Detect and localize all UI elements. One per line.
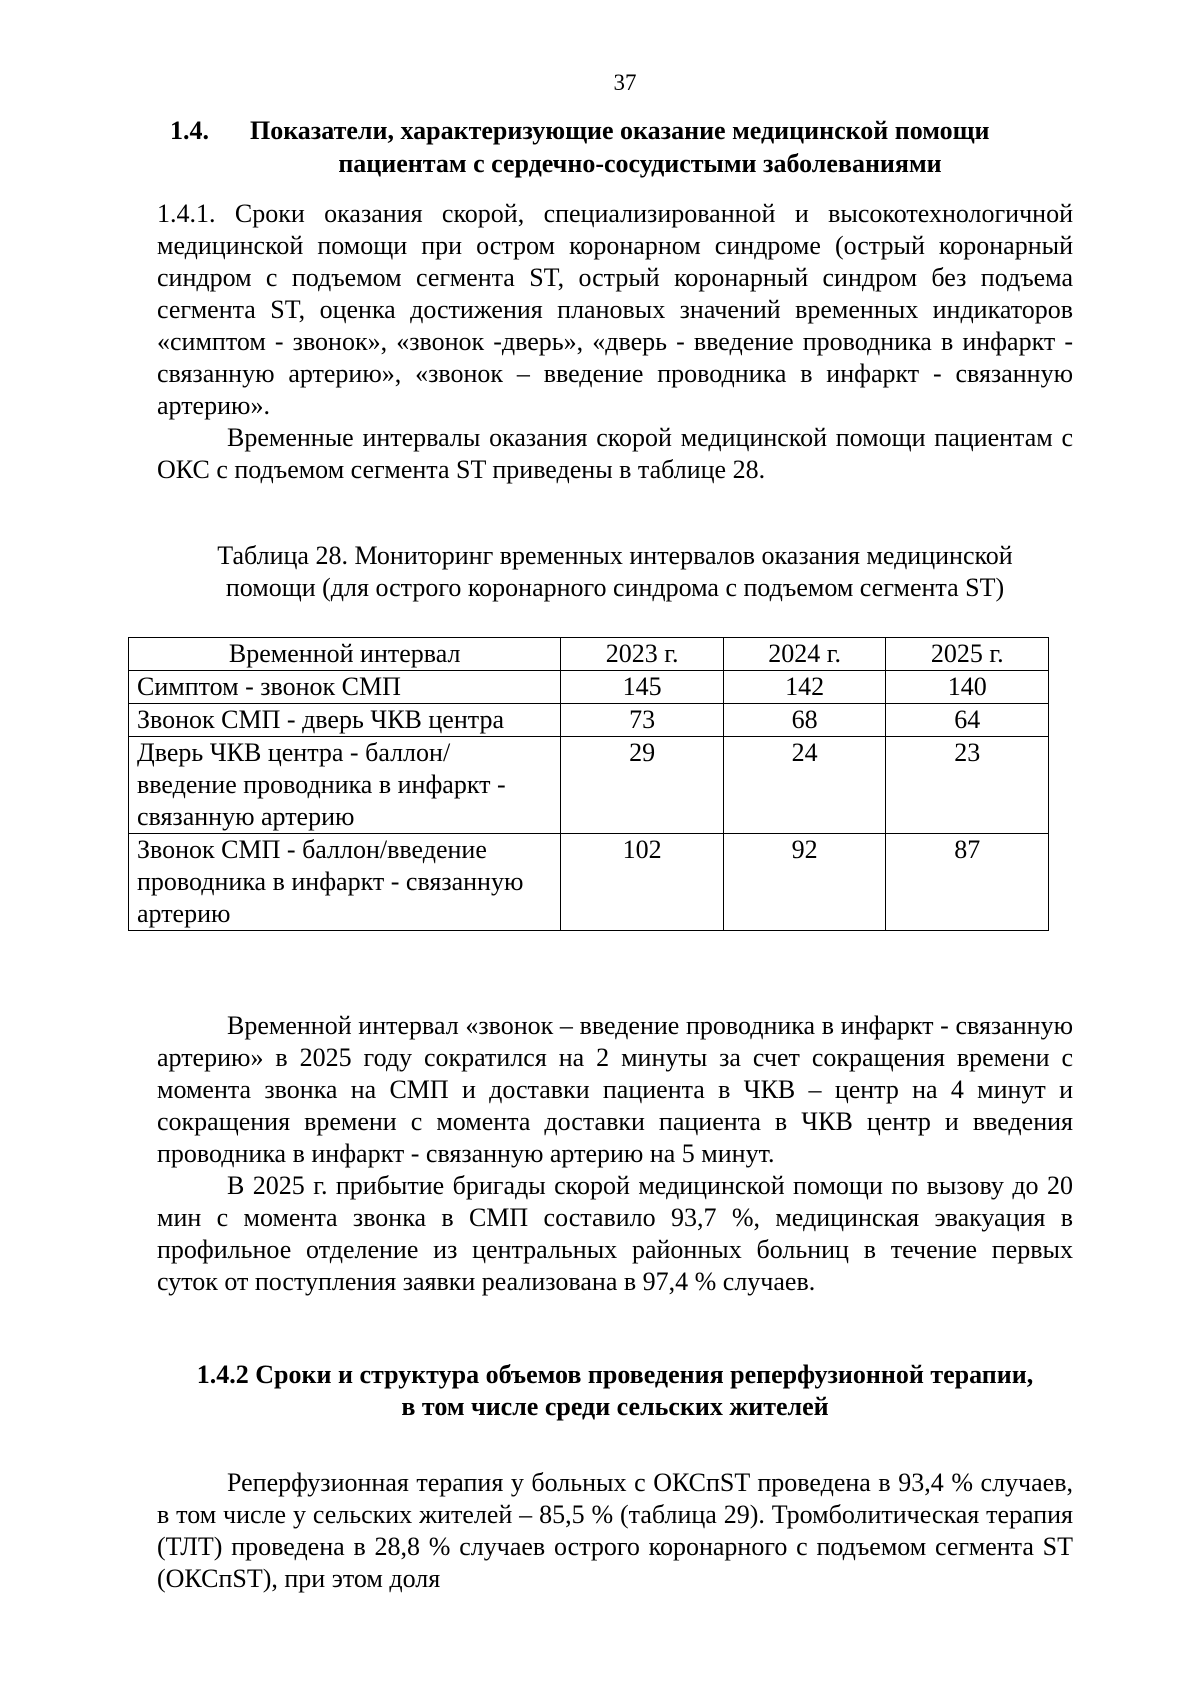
table-row-label: Дверь ЧКВ центра - баллон/ введение проводника в инфаркт - связанную артерию xyxy=(129,737,561,834)
page-number: 37 xyxy=(613,70,637,95)
subsection-1-4-2-heading xyxy=(150,1359,1080,1423)
subsection-1-4-2-paragraph: Реперфузионная терапия у больных с ОКСпST проведена в 93,4 % случаев, в том числе у сельских жителей – 85,5 % (таблица 29). Тромболитическая терапия (ТЛТ) проведена в 28,8 % случаев острого коронарного с подъемом сегмента ST (ОКСпST), при этом доля xyxy=(157,1468,1073,1593)
section-title-line2: пациентам с сердечно-сосудистыми заболеваниями xyxy=(338,149,942,178)
subsection-1-4-2-title-line2: в том числе среди сельских жителей xyxy=(401,1392,829,1421)
table-row-label: Звонок СМП - баллон/введение проводника в инфаркт - связанную артерию xyxy=(129,834,561,931)
table-cell: 92 xyxy=(723,834,886,931)
time-intervals-table xyxy=(128,637,1049,931)
table-header-cell: 2024 г. xyxy=(723,638,886,671)
table-header-cell: Временной интервал xyxy=(129,638,561,671)
table-row xyxy=(129,834,1049,931)
subsection-1-4-1-block xyxy=(157,198,1073,486)
table-header-cell: 2025 г. xyxy=(886,638,1049,671)
table-cell: 29 xyxy=(561,737,724,834)
table-cell: 140 xyxy=(886,671,1049,704)
table-cell: 87 xyxy=(886,834,1049,931)
subsection-1-4-2-title-line1: 1.4.2 Сроки и структура объемов проведения реперфузионной терапии, xyxy=(196,1360,1034,1389)
table-row xyxy=(129,671,1049,704)
table-cell: 102 xyxy=(561,834,724,931)
table-row-label: Звонок СМП - дверь ЧКВ центра xyxy=(129,704,561,737)
table-row xyxy=(129,737,1049,834)
table-caption-line1: Таблица 28. Мониторинг временных интервалов оказания медицинской xyxy=(217,541,1013,570)
section-title-line1: Показатели, характеризующие оказание медицинской помощи xyxy=(250,116,990,145)
table-cell: 142 xyxy=(723,671,886,704)
table-row-label: Симптом - звонок СМП xyxy=(129,671,561,704)
table-caption-line2: помощи (для острого коронарного синдрома с подъемом сегмента ST) xyxy=(225,573,1005,602)
after-table-block xyxy=(157,1010,1073,1298)
table-caption xyxy=(150,540,1080,604)
section-heading-line1 xyxy=(170,114,1070,147)
subsection-1-4-2-block xyxy=(157,1467,1073,1595)
table-cell: 24 xyxy=(723,737,886,834)
table-header-cell: 2023 г. xyxy=(561,638,724,671)
table-cell: 145 xyxy=(561,671,724,704)
section-heading xyxy=(170,114,1070,180)
table-cell: 64 xyxy=(886,704,1049,737)
table-header-row xyxy=(129,638,1049,671)
subsection-1-4-1-heading: 1.4.1. Сроки оказания скорой, специализированной и высокотехнологичной медицинской помощи при остром коронарном синдроме (острый коронарный синдром с подъемом сегмента ST, острый коронарный синдром без подъема сегмента ST, оценка достижения плановых значений временных индикаторов «симптом - звонок», «звонок -дверь», «дверь - введение проводника в инфаркт - связанную артерию», «звонок – введение проводника в инфаркт - связанную артерию». xyxy=(157,199,1073,420)
table-cell: 68 xyxy=(723,704,886,737)
subsection-1-4-1-paragraph: Временные интервалы оказания скорой медицинской помощи пациентам с ОКС с подъемом сегмента ST приведены в таблице 28. xyxy=(157,423,1073,484)
table-cell: 23 xyxy=(886,737,1049,834)
after-table-paragraph-2: В 2025 г. прибытие бригады скорой медицинской помощи по вызову до 20 мин с момента звонка в СМП составило 93,7 %, медицинская эвакуация в профильное отделение из центральных районных больниц в течение первых суток от поступления заявки реализована в 97,4 % случаев. xyxy=(157,1171,1073,1296)
table-cell: 73 xyxy=(561,704,724,737)
section-number: 1.4. xyxy=(170,116,209,145)
table-row xyxy=(129,704,1049,737)
after-table-paragraph-1: Временной интервал «звонок – введение проводника в инфаркт - связанную артерию» в 2025 году сократился на 2 минуты за счет сокращения времени с момента звонка на СМП и доставки пациента в ЧКВ – центр на 4 минут и сокращения времени с момента доставки пациента в ЧКВ центр и введения проводника в инфаркт - связанную артерию на 5 минут. xyxy=(157,1011,1073,1168)
